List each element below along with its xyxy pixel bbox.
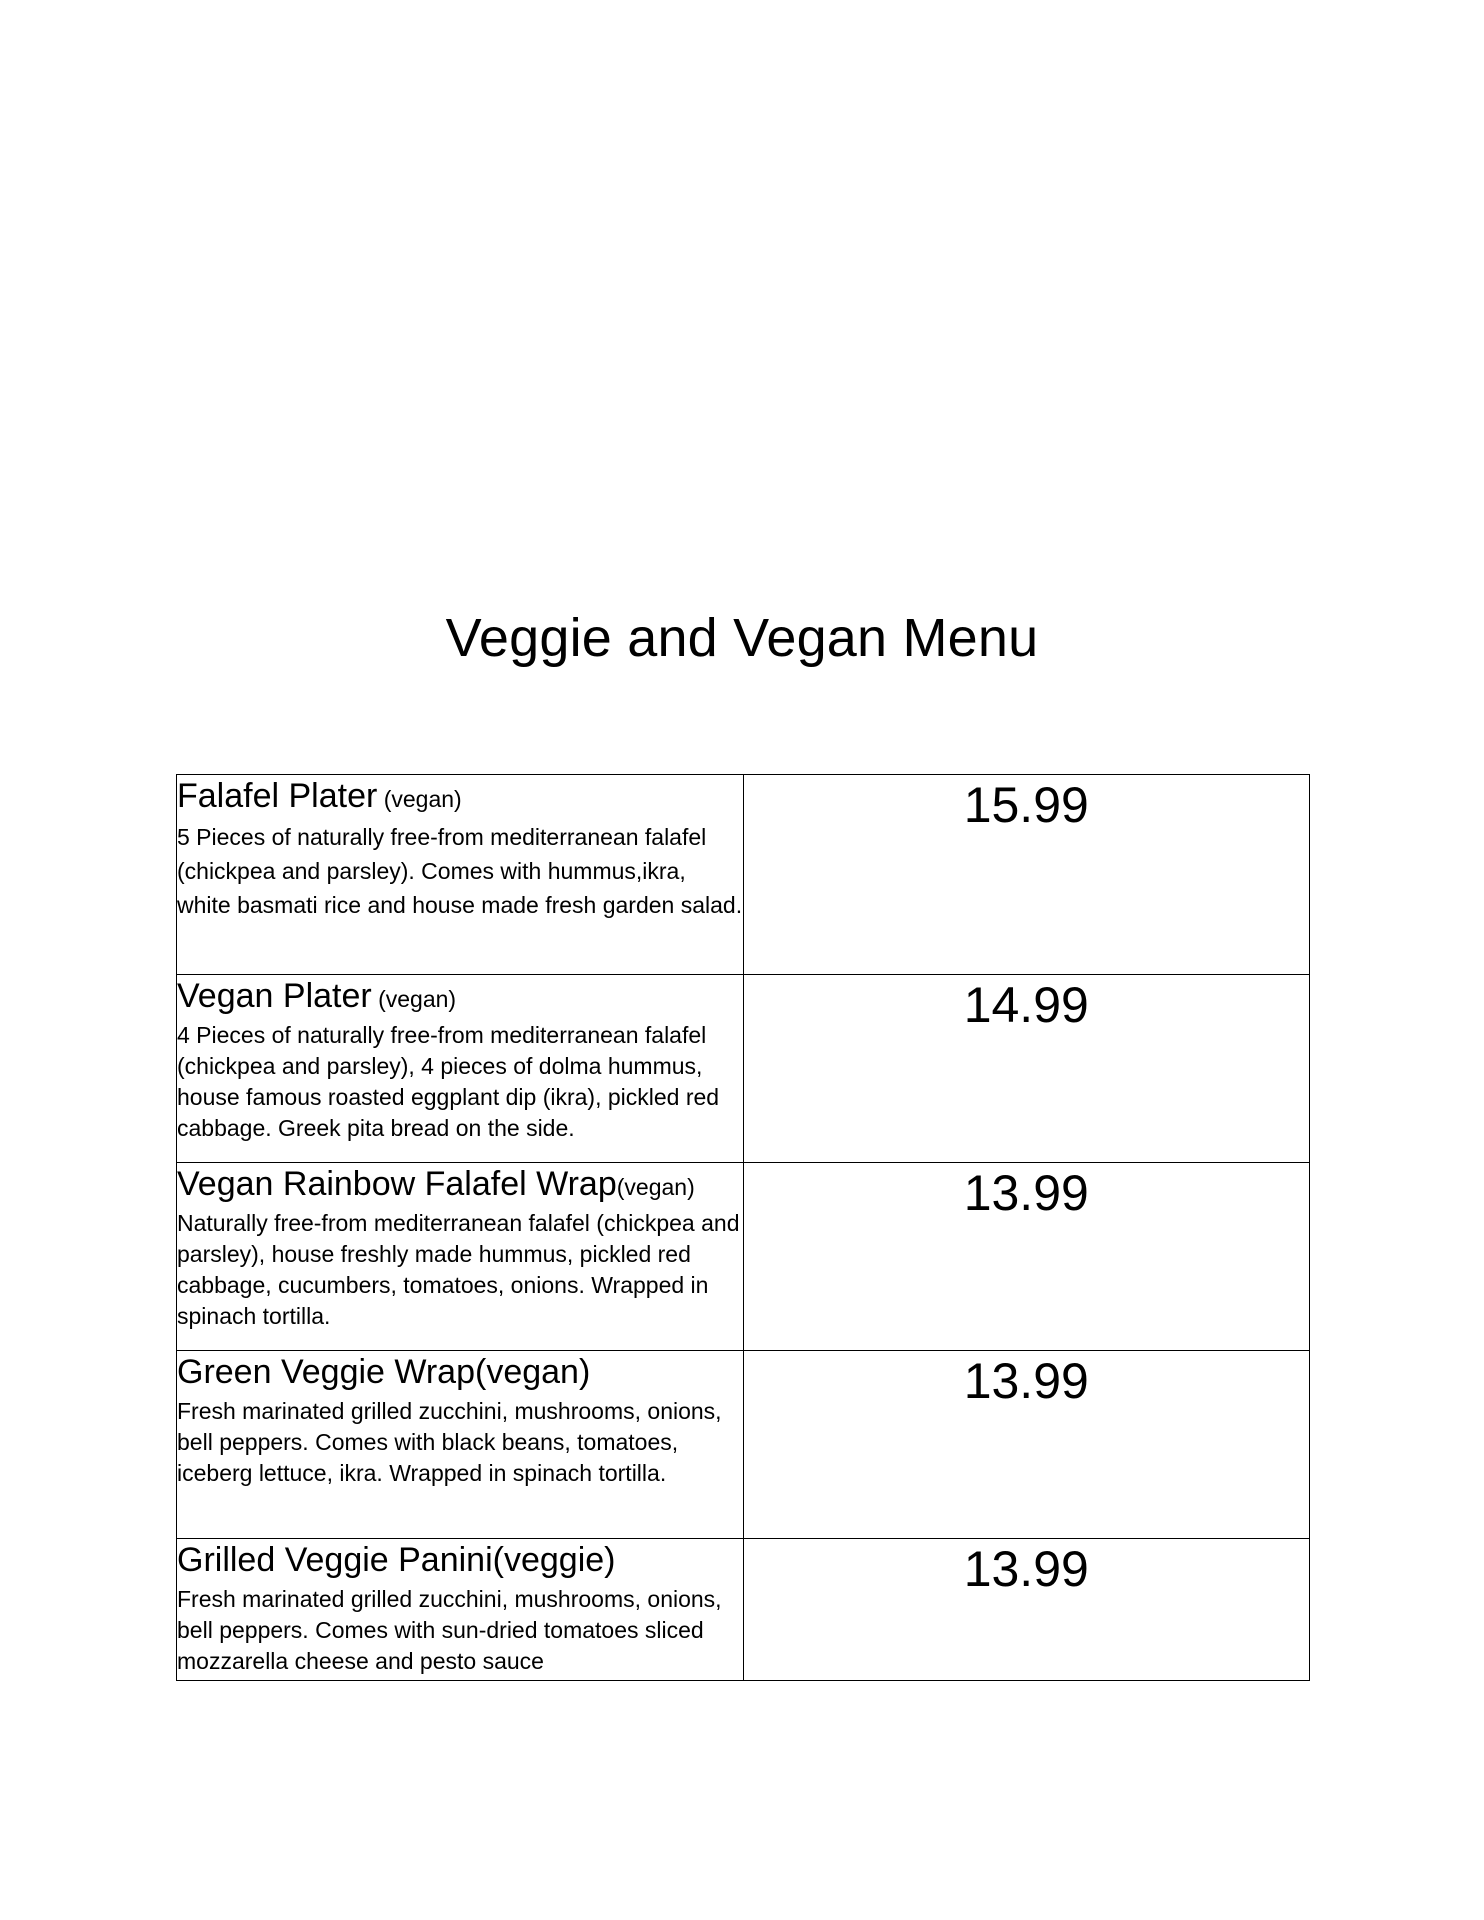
menu-item-price: 13.99: [743, 1539, 1310, 1681]
menu-item-price: 14.99: [743, 975, 1310, 1163]
menu-item-price: 15.99: [743, 775, 1310, 975]
menu-item-heading: [177, 1539, 743, 1584]
menu-item-tag: (vegan): [377, 786, 462, 812]
menu-item-heading: [177, 1351, 743, 1396]
menu-row: [177, 1539, 1310, 1681]
menu-row: [177, 1351, 1310, 1539]
menu-item-cell: [177, 1351, 744, 1539]
menu-item-tag: (vegan): [616, 1174, 695, 1200]
menu-item-name: Grilled Veggie Panini(veggie): [177, 1541, 616, 1579]
menu-row: [177, 775, 1310, 975]
menu-item-name: Falafel Plater: [177, 777, 378, 815]
menu-item-description: 5 Pieces of naturally free-from mediterranean falafel (chickpea and parsley). Comes with hummus,ikra, white basmati rice and house made fresh garden salad.: [177, 824, 743, 918]
menu-item-cell: [177, 775, 744, 975]
menu-item-cell: [177, 1163, 744, 1351]
menu-item-price: 13.99: [743, 1163, 1310, 1351]
menu-item-tag: (vegan): [371, 986, 457, 1012]
menu-row: [177, 975, 1310, 1163]
menu-item-heading: [177, 975, 743, 1020]
menu-item-description: Fresh marinated grilled zucchini, mushrooms, onions, bell peppers. Comes with black beans, tomatoes, iceberg lettuce, ikra. Wrapped in spinach tortilla.: [177, 1398, 722, 1486]
menu-item-description: 4 Pieces of naturally free-from mediterranean falafel (chickpea and parsley), 4 pieces of dolma hummus, house famous roasted eggplant dip (ikra), pickled red cabbage. Greek pita bread on the side.: [177, 1022, 720, 1141]
menu-item-heading: [177, 775, 743, 820]
menu-table: [176, 774, 1310, 1681]
menu-item-description: Naturally free-from mediterranean falafel (chickpea and parsley), house freshly made hummus, pickled red cabbage, cucumbers, tomatoes, onions. Wrapped in spinach tortilla.: [177, 1210, 740, 1329]
menu-item-cell: [177, 1539, 744, 1681]
menu-row: [177, 1163, 1310, 1351]
menu-item-price: 13.99: [743, 1351, 1310, 1539]
menu-item-name: Vegan Rainbow Falafel Wrap: [177, 1165, 617, 1203]
menu-item-cell: [177, 975, 744, 1163]
page-title: Veggie and Vegan Menu: [445, 608, 1039, 668]
menu-item-name: Green Veggie Wrap(vegan): [177, 1353, 591, 1391]
menu-item-heading: [177, 1163, 743, 1208]
menu-item-description: Fresh marinated grilled zucchini, mushrooms, onions, bell peppers. Comes with sun-dried tomatoes sliced mozzarella cheese and pesto sauce: [177, 1586, 722, 1674]
menu-item-name: Vegan Plater: [177, 977, 372, 1015]
